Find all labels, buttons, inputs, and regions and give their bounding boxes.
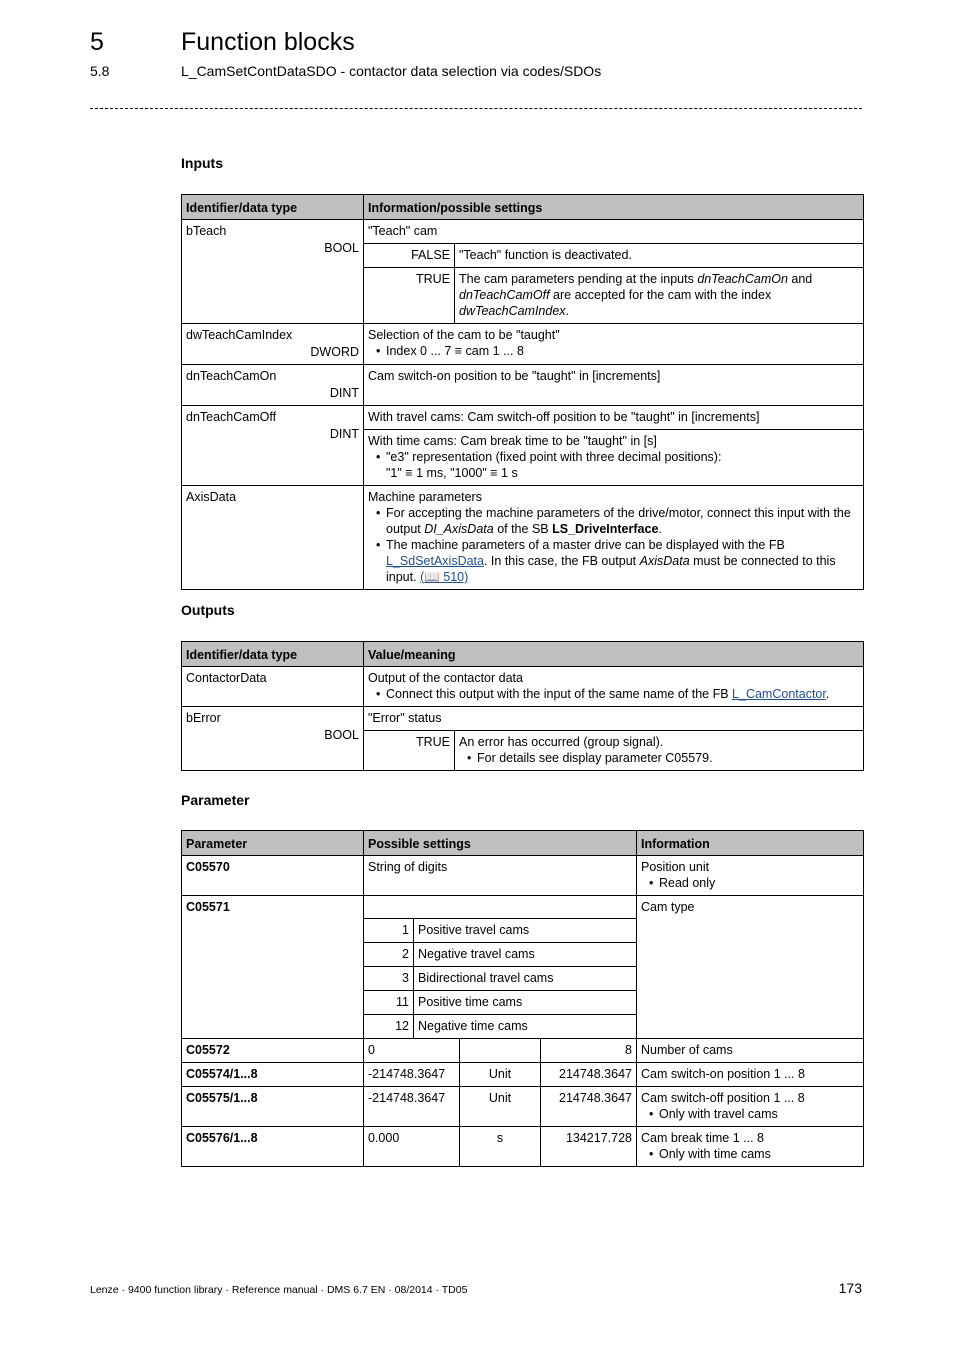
unit-value: Unit bbox=[460, 1087, 541, 1127]
table-header-row bbox=[182, 642, 864, 667]
section-title: L_CamSetContDataSDO - contactor data selection via codes/SDOs bbox=[181, 63, 602, 79]
option-key: 1 bbox=[364, 919, 414, 943]
identifier-name: bTeach bbox=[186, 224, 227, 238]
max-value: 214748.3647 bbox=[541, 1087, 637, 1127]
list-item: • Read only bbox=[659, 875, 859, 891]
option-key: 2 bbox=[364, 943, 414, 967]
list-item: • Only with travel cams bbox=[659, 1106, 859, 1122]
info-cell: Output of the contactor data • Connect this output with the input of the same name of the FB L_CamContactor. bbox=[364, 667, 864, 707]
section-number: 5.8 bbox=[90, 63, 110, 79]
info-cell: Position unit • Read only bbox=[637, 856, 864, 896]
info-cell: Cam break time 1 ... 8 • Only with time cams bbox=[637, 1127, 864, 1167]
table-row bbox=[182, 324, 864, 365]
min-value: -214748.3647 bbox=[364, 1063, 460, 1087]
table-row bbox=[182, 1127, 864, 1167]
outputs-table bbox=[181, 641, 864, 771]
chapter-number: 5 bbox=[90, 28, 104, 56]
table-row bbox=[182, 1063, 864, 1087]
option-key: 12 bbox=[364, 1015, 414, 1039]
identifier-cell bbox=[182, 707, 364, 771]
parameter-table bbox=[181, 830, 864, 1167]
parameter-code: C05572 bbox=[182, 1039, 364, 1063]
max-value: 214748.3647 bbox=[541, 1063, 637, 1087]
identifier-name: dnTeachCamOn bbox=[186, 369, 277, 383]
data-type: DINT bbox=[329, 427, 359, 441]
identifier-cell bbox=[182, 667, 364, 707]
column-header: Identifier/data type bbox=[182, 642, 364, 667]
parameter-code: C05575/1...8 bbox=[182, 1087, 364, 1127]
value-key: FALSE bbox=[364, 244, 455, 268]
min-value: 0 bbox=[364, 1039, 460, 1063]
table-row bbox=[182, 667, 864, 707]
option-label: Negative travel cams bbox=[414, 943, 637, 967]
identifier-name: bError bbox=[186, 711, 221, 725]
column-header: Identifier/data type bbox=[182, 195, 364, 220]
max-value: 8 bbox=[541, 1039, 637, 1063]
page-number: 173 bbox=[838, 1280, 862, 1296]
value-key: TRUE bbox=[364, 268, 455, 324]
inputs-heading: Inputs bbox=[181, 155, 223, 171]
unit-value bbox=[460, 1039, 541, 1063]
list-item: • The machine parameters of a master drive can be displayed with the FB L_SdSetAxisData. In this case, the FB output AxisData must be connected to this input. (📖 510) bbox=[386, 537, 859, 585]
info-cell: Cam switch-on position 1 ... 8 bbox=[637, 1063, 864, 1087]
table-row bbox=[182, 1039, 864, 1063]
inputs-table bbox=[181, 194, 864, 590]
unit-value: Unit bbox=[460, 1063, 541, 1087]
data-type: DWORD bbox=[310, 345, 359, 359]
min-value: 0.000 bbox=[364, 1127, 460, 1167]
info-cell: Number of cams bbox=[637, 1039, 864, 1063]
list-item: • For details see display parameter C05579. bbox=[477, 750, 859, 766]
table-row bbox=[182, 1087, 864, 1127]
list-item: • Connect this output with the input of the same name of the FB L_CamContactor. bbox=[386, 686, 859, 702]
table-row bbox=[182, 365, 864, 406]
min-value: -214748.3647 bbox=[364, 1087, 460, 1127]
link-l-camcontactor[interactable]: L_CamContactor bbox=[732, 687, 826, 701]
value-desc: "Teach" function is deactivated. bbox=[455, 244, 864, 268]
parameter-code: C05571 bbox=[182, 896, 364, 1039]
info-cell: Machine parameters • For accepting the machine parameters of the drive/motor, connect this input with the output DI_AxisData of the SB LS_DriveInterface. • The machine parameters of a master drive can be displayed with the FB L_SdSetAxisData. In this case, the FB output AxisData must be connected to this input. (📖 510) bbox=[364, 486, 864, 590]
column-header: Possible settings bbox=[364, 831, 637, 856]
list-item: • Only with time cams bbox=[659, 1146, 859, 1162]
page-reference-link[interactable]: (📖 510) bbox=[420, 570, 469, 584]
value-desc: An error has occurred (group signal). • For details see display parameter C05579. bbox=[455, 731, 864, 771]
setting-cell: String of digits bbox=[364, 856, 637, 896]
identifier-cell bbox=[182, 365, 364, 406]
list-item: • Index 0 ... 7 ≡ cam 1 ... 8 bbox=[386, 343, 859, 359]
info-cell: "Teach" cam bbox=[364, 220, 864, 244]
identifier-cell bbox=[182, 220, 364, 324]
option-label: Positive travel cams bbox=[414, 919, 637, 943]
info-cell: With time cams: Cam break time to be "taught" in [s] • "e3" representation (fixed point with three decimal positions): "1" ≡ 1 ms, "1000" ≡ 1 s bbox=[364, 430, 864, 486]
value-desc: The cam parameters pending at the inputs dnTeachCamOn and dnTeachCamOff are accepted for the cam with the index dwTeachCamIndex. bbox=[455, 268, 864, 324]
option-label: Bidirectional travel cams bbox=[414, 967, 637, 991]
table-row bbox=[182, 856, 864, 896]
table-row bbox=[182, 707, 864, 731]
list-item: • For accepting the machine parameters of the drive/motor, connect this input with the output DI_AxisData of the SB LS_DriveInterface. bbox=[386, 505, 859, 537]
column-header: Information/possible settings bbox=[364, 195, 864, 220]
unit-value: s bbox=[460, 1127, 541, 1167]
parameter-heading: Parameter bbox=[181, 792, 250, 808]
column-header: Information bbox=[637, 831, 864, 856]
value-key: TRUE bbox=[364, 731, 455, 771]
data-type: DINT bbox=[329, 386, 359, 400]
table-header-row bbox=[182, 831, 864, 856]
option-key: 11 bbox=[364, 991, 414, 1015]
header-divider bbox=[90, 108, 862, 109]
option-label: Negative time cams bbox=[414, 1015, 637, 1039]
identifier-name: AxisData bbox=[186, 490, 237, 504]
identifier-name: dwTeachCamIndex bbox=[186, 328, 293, 342]
info-cell: "Error" status bbox=[364, 707, 864, 731]
parameter-code: C05576/1...8 bbox=[182, 1127, 364, 1167]
info-cell: Cam type bbox=[637, 896, 864, 1039]
identifier-cell bbox=[182, 406, 364, 486]
option-key: 3 bbox=[364, 967, 414, 991]
data-type: BOOL bbox=[324, 241, 359, 255]
identifier-name: ContactorData bbox=[186, 671, 267, 685]
outputs-heading: Outputs bbox=[181, 602, 235, 618]
info-cell: Cam switch-on position to be "taught" in [increments] bbox=[364, 365, 864, 406]
footer-text: Lenze · 9400 function library · Reference manual · DMS 6.7 EN · 08/2014 · TD05 bbox=[90, 1284, 468, 1296]
table-row bbox=[182, 486, 864, 590]
table-row bbox=[182, 220, 864, 244]
setting-cell bbox=[364, 896, 637, 919]
list-item: • "e3" representation (fixed point with three decimal positions): "1" ≡ 1 ms, "1000" ≡ 1 s bbox=[386, 449, 859, 481]
column-header: Parameter bbox=[182, 831, 364, 856]
parameter-code: C05570 bbox=[182, 856, 364, 896]
max-value: 134217.728 bbox=[541, 1127, 637, 1167]
identifier-name: dnTeachCamOff bbox=[186, 410, 277, 424]
info-cell: Cam switch-off position 1 ... 8 • Only with travel cams bbox=[637, 1087, 864, 1127]
data-type: BOOL bbox=[324, 728, 359, 742]
identifier-cell bbox=[182, 486, 364, 590]
column-header: Value/meaning bbox=[364, 642, 864, 667]
parameter-code: C05574/1...8 bbox=[182, 1063, 364, 1087]
chapter-title: Function blocks bbox=[181, 28, 355, 56]
table-header-row bbox=[182, 195, 864, 220]
identifier-cell bbox=[182, 324, 364, 365]
info-cell: Selection of the cam to be "taught" • Index 0 ... 7 ≡ cam 1 ... 8 bbox=[364, 324, 864, 365]
option-label: Positive time cams bbox=[414, 991, 637, 1015]
table-row bbox=[182, 896, 864, 919]
info-cell: With travel cams: Cam switch-off position to be "taught" in [increments] bbox=[364, 406, 864, 430]
table-row bbox=[182, 406, 864, 430]
link-l-sdsetaxisdata[interactable]: L_SdSetAxisData bbox=[386, 554, 484, 568]
